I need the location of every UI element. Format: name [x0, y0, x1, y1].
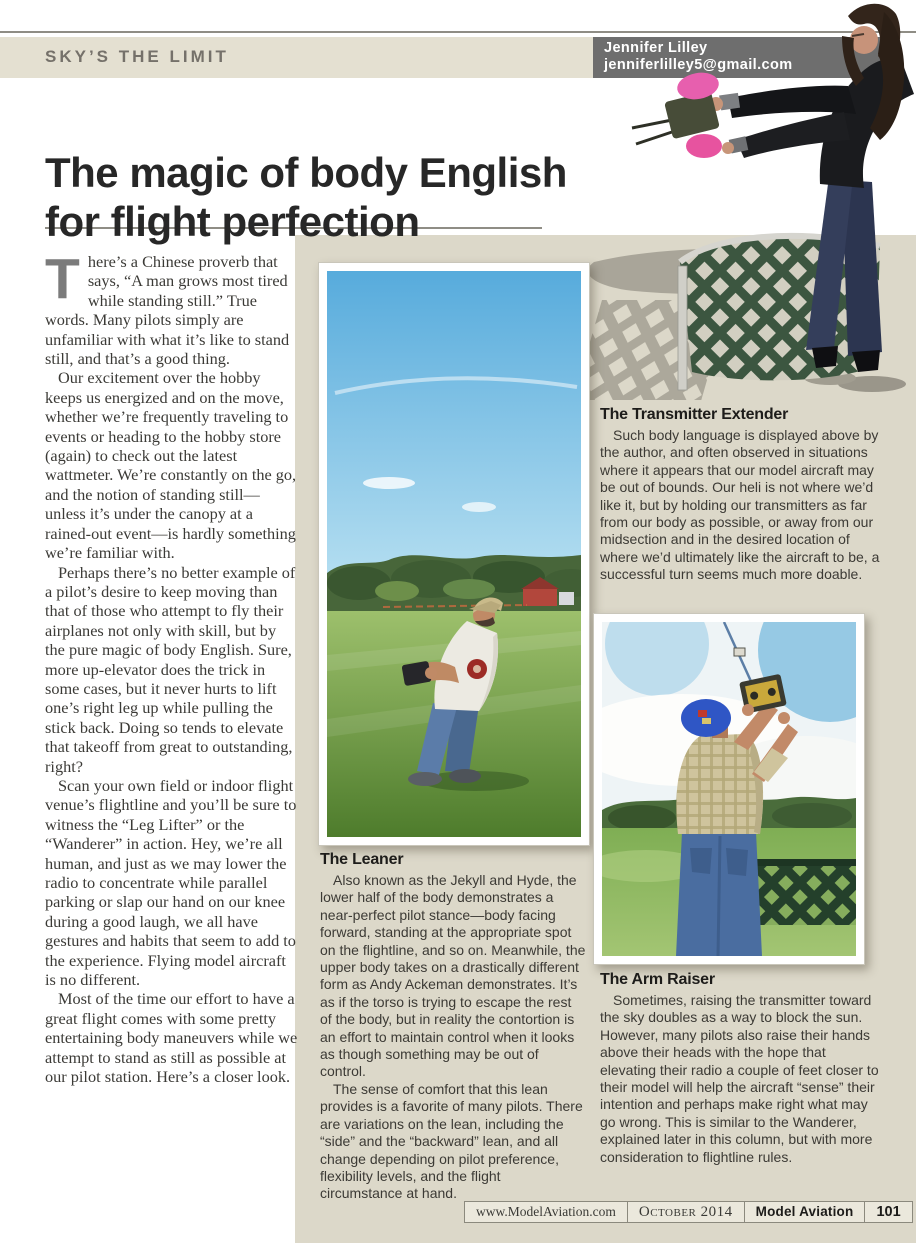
author-photo-transmitter-extender	[580, 0, 916, 412]
drop-cap: T	[45, 247, 80, 311]
leaner-photo-illustration	[327, 271, 581, 837]
shoe	[408, 772, 442, 786]
article-headline	[45, 148, 645, 246]
section-title: The Leaner	[320, 851, 404, 868]
section-arm-raiser	[600, 971, 882, 1166]
section-title: The Arm Raiser	[600, 971, 715, 988]
antenna-flag	[734, 648, 745, 656]
column-banner	[0, 37, 593, 78]
hand	[778, 712, 790, 724]
footer-page-number: 101	[864, 1202, 911, 1222]
section-title: The Transmitter Extender	[600, 406, 789, 423]
author-photo-illustration	[580, 0, 916, 412]
paragraph-text: here’s a Chinese proverb that says, “A man grows most tired while standing still.” True words. Many pilots simply are unfamiliar with what it’s like to stand still, and that’s a good thing.	[45, 252, 290, 369]
article-paragraph: Perhaps there’s no better example of a pilot’s desire to keep moving than that of those who attempt to fly their airplanes not only with skill, but by the pure magic of body English. Sure, more up-elevator does the trick in some cases, but it never hurts to lift one’s right leg up while pulling the stick back. Doing so tends to elevate that takeoff from great to outstanding, right?	[45, 562, 296, 776]
author-email: jenniferlilley5@gmail.com	[604, 57, 793, 73]
section-body: Such body language is displayed above by the author, and often observed in situations where it appears that our model aircraft may be out of bounds. Our heli is not where we’d like it, but by holding our transmitters as far from our body as possible, or away from our midsection and in the desired location of where we’d ultimately like the aircraft to be, a successful turn seems much more doable.	[600, 427, 880, 583]
arm-raiser-photo	[593, 613, 865, 965]
headline-line1: The magic of body English	[45, 149, 567, 197]
footer-website: www.ModelAviation.com	[476, 1204, 616, 1219]
column-label: SKY’S THE LIMIT	[45, 47, 229, 66]
footer-magazine-name: Model Aviation	[744, 1202, 865, 1222]
jeans-pocket	[690, 848, 712, 874]
leaner-photo	[318, 262, 590, 846]
section-body: Also known as the Jekyll and Hyde, the lower half of the body demonstrates a near-perfect pilot stance—body facing forward, standing at the appropriate spot on the flightline, and so on. Meanwhile, the upper body takes on a drastically different form as Andy Ackeman demonstrates. It’s as if the torso is trying to escape the rest of the body, but in reality the contortion is an effort to maintain control when it looks as though something may be out of control.	[320, 872, 586, 1080]
cloud	[462, 502, 496, 512]
jeans-seam	[718, 836, 720, 956]
section-transmitter-extender	[600, 406, 882, 584]
page-footer	[464, 1201, 913, 1223]
footer-issue-date: October 2014	[627, 1202, 744, 1222]
author-name: Jennifer Lilley	[604, 40, 708, 56]
article-body-column	[45, 247, 299, 1087]
hand	[742, 704, 754, 716]
arm-raiser-photo-illustration	[602, 622, 856, 956]
article-paragraph: Most of the time our effort to have a great flight comes with some pretty entertaining body maneuvers while we attempt to stand as still as possible at our pilot station. Here’s a closer look.	[45, 989, 298, 1087]
hand	[722, 142, 734, 154]
pink-transmitter	[632, 70, 722, 158]
article-paragraph: Scan your own field or indoor flight venue’s flightline and you’ll be sure to witness the “Leg Lifter” or the “Wanderer” in action. Hey, we’re all human, and just as we may lower the radio to concentrate while parallel parking or slap our hand on our knee during a good laugh, we all have gestures and habits that seem to add to the experience. Flying model aircraft is no different.	[45, 775, 297, 990]
article-paragraph	[45, 247, 299, 369]
shoe	[449, 769, 481, 783]
boot	[812, 346, 838, 368]
cap-logo	[702, 718, 711, 724]
cloud	[363, 477, 415, 489]
plaid-shirt	[676, 734, 763, 834]
headline-line2: for flight perfection	[45, 198, 420, 246]
section-body: Sometimes, raising the transmitter toward the sky doubles as a way to block the sun. However, many pilots also raise their hands above their heads with the hope that elevating their radio a couple of feet closer to their model will help the aircraft “sense” their intention and perhaps make right what may go wrong. This is similar to the Wanderer, explained later in this column, but with more consideration to flightline rules.	[600, 992, 879, 1165]
shirt-emblem-center	[473, 665, 481, 673]
cap-logo	[698, 710, 707, 717]
section-body: The sense of comfort that this lean provides is a favorite of many pilots. There are variations on the lean, including the “side” and the “backward” lean, and all change depending on pilot preference, flexibility levels, and the flight circumstance at hand.	[320, 1080, 583, 1202]
hand	[425, 667, 437, 679]
article-paragraph: Our excitement over the hobby keeps us energized and on the move, whether we’re frequently traveling to events or heading to the hobby store (again) to check out the latest wattmeter. We’re constantly on the go, and the notion of standing still—unless it’s under the canopy at a rained-out event—is hardly something we’re familiar with.	[45, 368, 297, 563]
jeans-pocket	[726, 848, 748, 876]
section-leaner	[320, 851, 586, 1203]
